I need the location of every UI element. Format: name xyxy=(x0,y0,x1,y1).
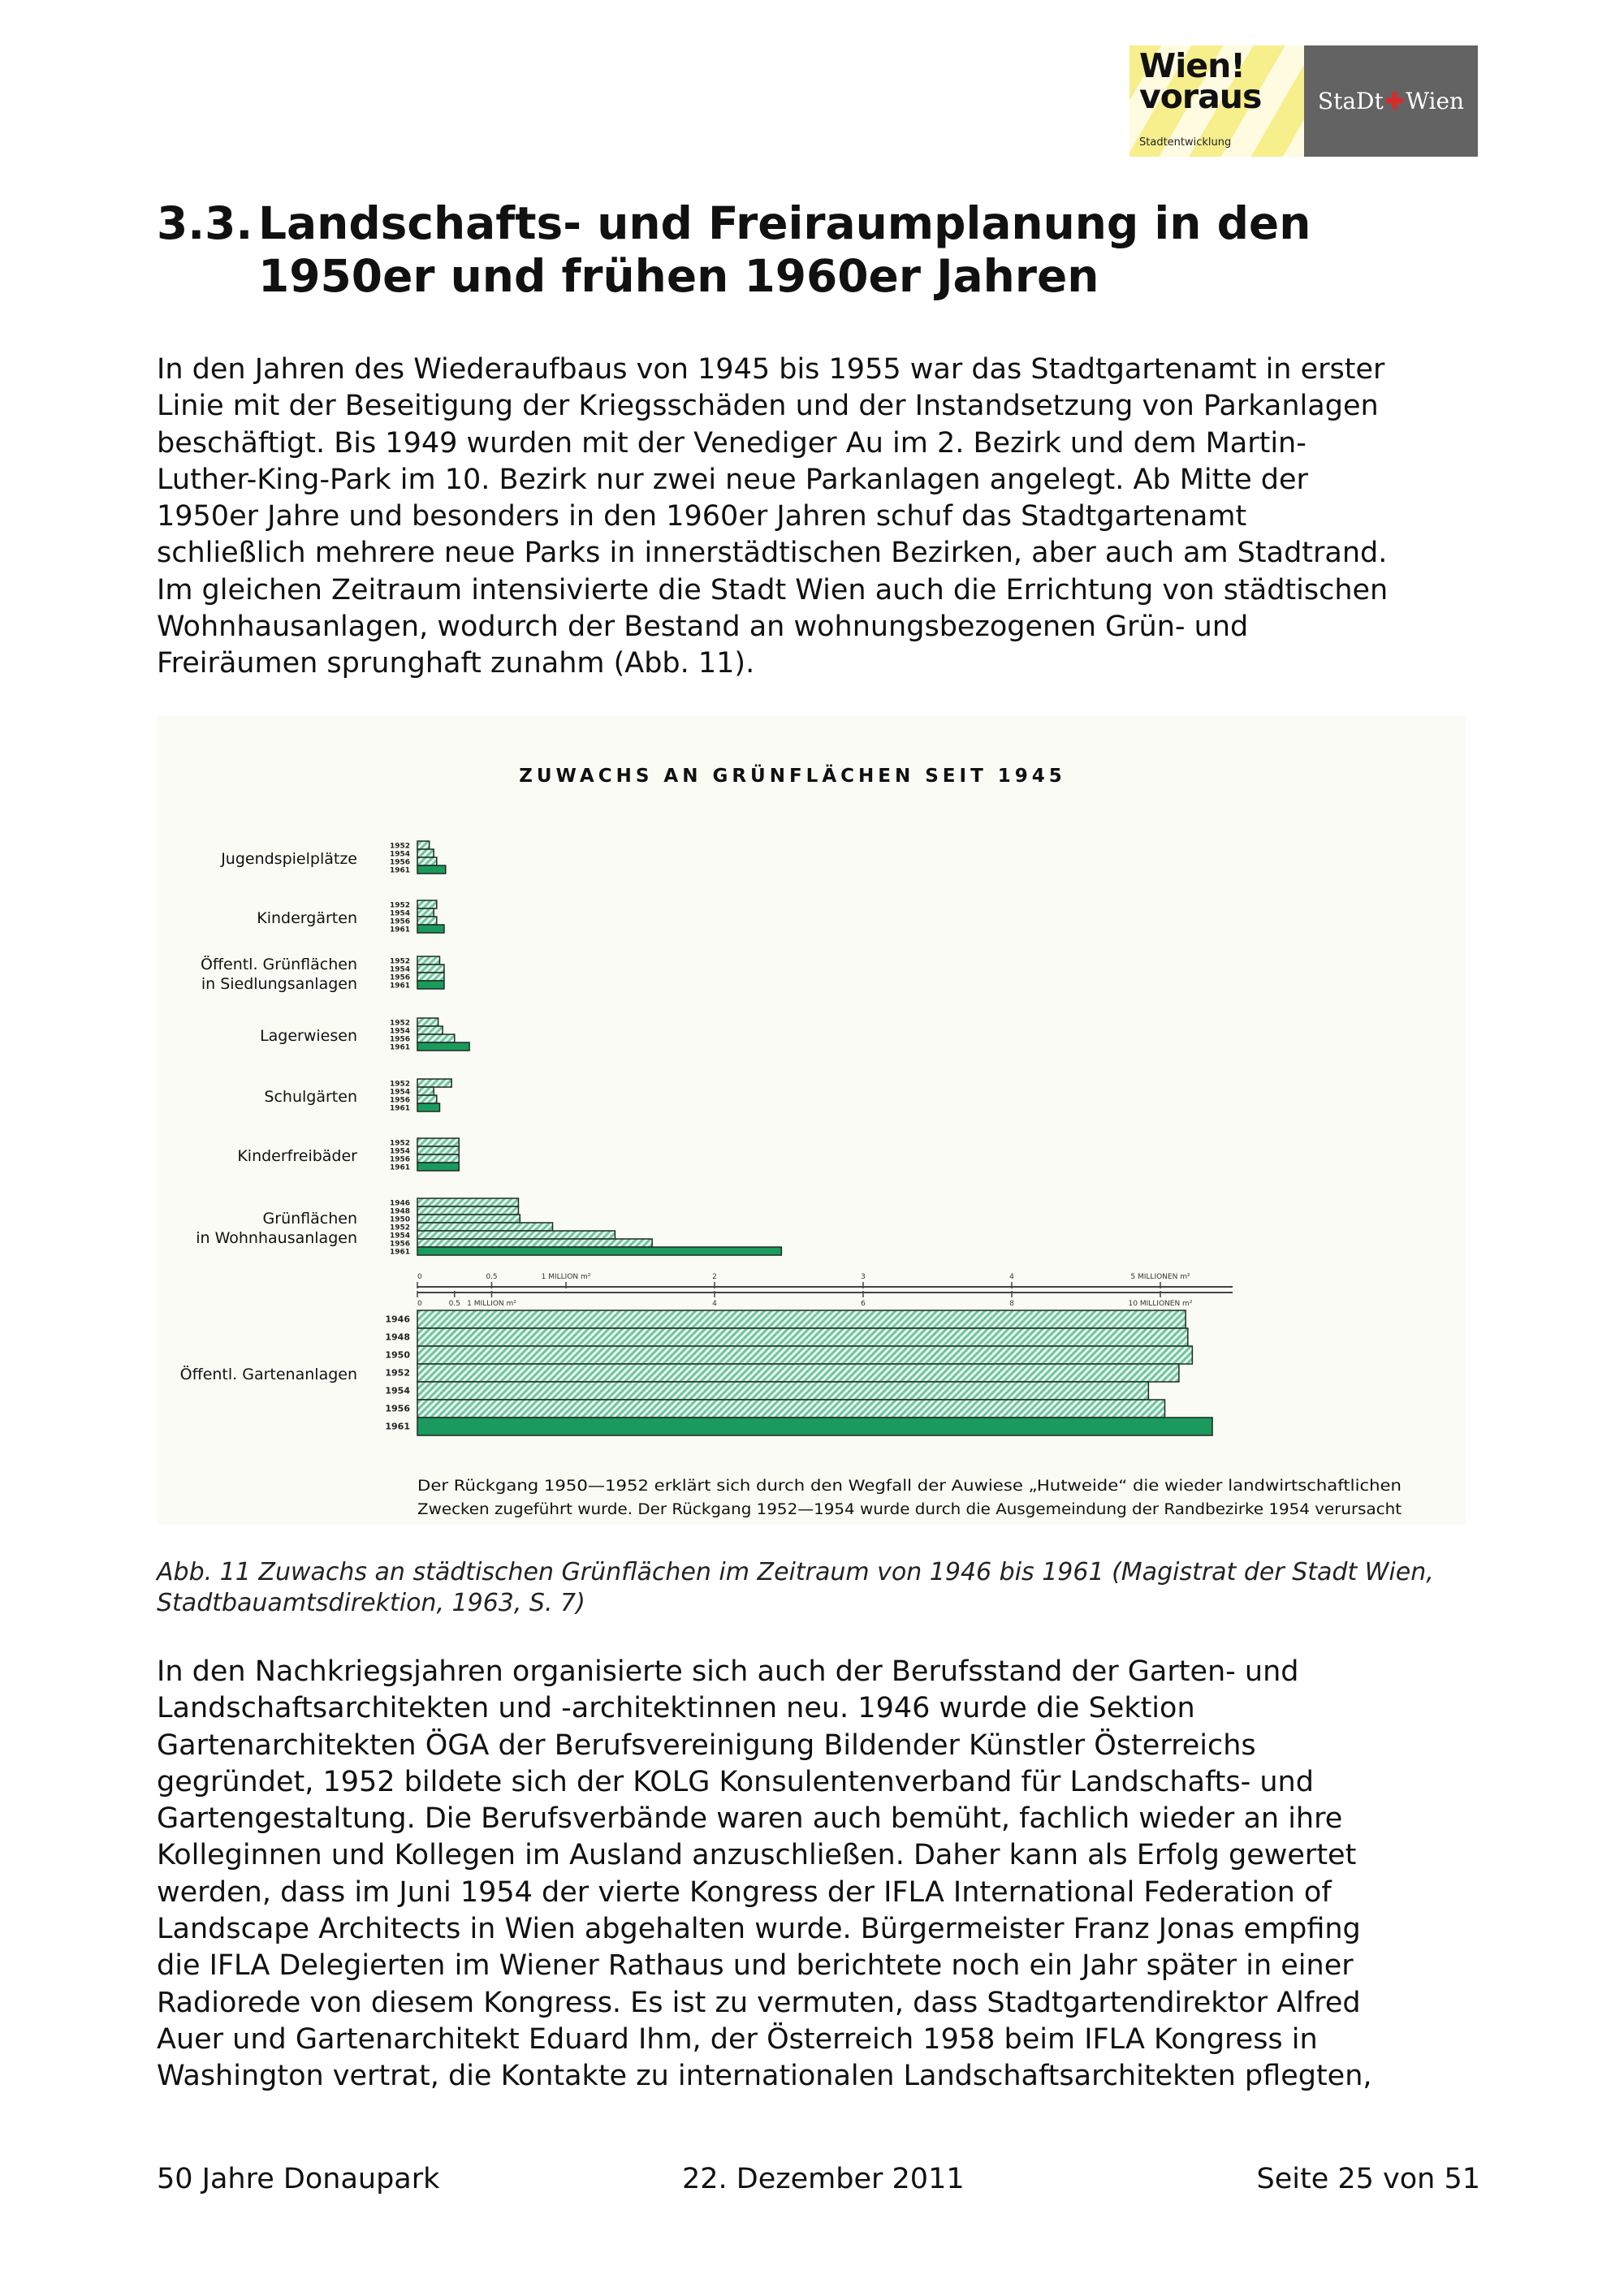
bar-1946 xyxy=(417,1310,1186,1328)
logo-line2: voraus xyxy=(1139,77,1262,116)
vienna-shield-icon: ✚ xyxy=(1384,88,1405,114)
lower-tick-label: 1 MILLION m² xyxy=(467,1300,516,1308)
upper-tick-label: 2 xyxy=(712,1273,717,1281)
bar-1946 xyxy=(417,1198,518,1206)
text-line: 1950er Jahre und besonders in den 1960er Jahren schuf das Stadtgartenamt xyxy=(157,500,1247,533)
upper-tick-label: 1 MILLION m² xyxy=(541,1273,591,1281)
chart-note: Der Rückgang 1950—1952 erklärt sich durch den Wegfall der Auwiese „Hutweide“ die wieder landwirtschaftlichen xyxy=(417,1478,1402,1495)
section-number: 3.3. xyxy=(157,197,253,249)
category-label: Lagerwiesen xyxy=(260,1027,357,1045)
text-line: Wohnhausanlagen, wodurch der Bestand an wohnungsbezogenen Grün- und xyxy=(157,611,1249,644)
section-title-line: 1950er und frühen 1960er Jahren xyxy=(258,250,1099,302)
text-line: werden, dass im Juni 1954 der vierte Kongress der IFLA International Federation of xyxy=(157,1875,1332,1909)
bar-1948 xyxy=(417,1328,1188,1346)
bar-1954 xyxy=(417,1146,459,1154)
chart-note: Zwecken zugeführt wurde. Der Rückgang 1952—1954 wurde durch die Ausgemeindung der Randbezirke 1954 verursacht xyxy=(417,1501,1402,1518)
text-line: Gartenarchitekten ÖGA der Berufsvereinigung Bildender Künstler Österreichs xyxy=(157,1728,1256,1762)
text-line: schließlich mehrere neue Parks in innerstädtischen Bezirken, aber auch am Stadtrand. xyxy=(157,537,1388,570)
year-label: 1954 xyxy=(389,965,410,974)
category-label: Öffentl. Gartenanlagen xyxy=(179,1366,357,1383)
section-title-line: Landschafts- und Freiraumplanung in den xyxy=(258,197,1311,249)
year-label: 1954 xyxy=(389,850,410,859)
text-line: Kolleginnen und Kollegen im Ausland anzuschließen. Daher kann als Erfolg gewertet xyxy=(157,1839,1357,1872)
logo-line1: Wien! xyxy=(1139,46,1245,85)
bar-1956 xyxy=(417,857,437,865)
upper-tick-label: 0.5 xyxy=(486,1273,498,1281)
bar-1952 xyxy=(417,1018,438,1026)
year-label: 1954 xyxy=(389,1232,410,1241)
year-label: 1952 xyxy=(389,842,410,851)
bar-1952 xyxy=(417,1138,459,1146)
text-line: In den Jahren des Wiederaufbaus von 1945 bis 1955 war das Stadtgartenamt in erster xyxy=(157,353,1385,386)
year-label: 1961 xyxy=(385,1421,410,1432)
bar-1948 xyxy=(417,1206,518,1215)
text-line: Auer und Gartenarchitekt Eduard Ihm, der Österreich 1958 beim IFLA Kongress in xyxy=(157,2022,1318,2056)
bar-1954 xyxy=(417,1231,615,1239)
paragraph-2 xyxy=(157,1654,1372,2095)
bar-1954 xyxy=(417,965,444,973)
year-label: 1952 xyxy=(389,1080,410,1089)
year-label: 1948 xyxy=(385,1331,410,1343)
lower-tick-label: 0 xyxy=(417,1300,422,1308)
year-label: 1950 xyxy=(385,1349,410,1361)
text-line: Luther-King-Park im 10. Bezirk nur zwei neue Parkanlagen angelegt. Ab Mitte der xyxy=(157,463,1308,496)
year-label: 1952 xyxy=(389,1139,410,1148)
upper-tick-label: 0 xyxy=(417,1273,422,1281)
text-line: Im gleichen Zeitraum intensivierte die Stadt Wien auch die Errichtung von städtischen xyxy=(157,573,1389,606)
logo-stadt: StaDt xyxy=(1317,88,1384,114)
lower-tick-label: 10 MILLIONEN m² xyxy=(1128,1300,1193,1308)
bar-1956 xyxy=(417,1239,652,1247)
year-label: 1956 xyxy=(389,917,410,926)
year-label: 1961 xyxy=(389,866,410,875)
bar-1954 xyxy=(417,1087,434,1095)
year-label: 1961 xyxy=(389,1248,410,1257)
year-label: 1946 xyxy=(389,1199,410,1208)
text-line: In den Nachkriegsjahren organisierte sich auch der Berufsstand der Garten- und xyxy=(157,1655,1299,1688)
bar-1950 xyxy=(417,1215,520,1223)
bar-1961 xyxy=(417,1163,459,1171)
upper-tick-label: 4 xyxy=(1009,1273,1014,1281)
year-label: 1961 xyxy=(389,982,410,990)
year-label: 1956 xyxy=(389,1096,410,1105)
text-line: gegründet, 1952 bildete sich der KOLG Konsulentenverband für Landschafts- und xyxy=(157,1765,1314,1798)
logo-wien: Wien xyxy=(1406,88,1465,114)
footer-page-number: Seite 25 von 51 xyxy=(1256,2163,1480,2195)
year-label: 1956 xyxy=(389,858,410,867)
year-label: 1961 xyxy=(389,1163,410,1172)
year-label: 1950 xyxy=(389,1215,410,1224)
year-label: 1956 xyxy=(389,1035,410,1044)
bar-1952 xyxy=(417,1223,553,1231)
bar-1956 xyxy=(417,1095,437,1103)
bar-1954 xyxy=(417,1382,1148,1400)
bar-1961 xyxy=(417,1418,1212,1435)
bar-1956 xyxy=(417,1400,1164,1418)
category-label: Kindergärten xyxy=(257,909,357,927)
footer-title: 50 Jahre Donaupark xyxy=(157,2163,440,2195)
upper-tick-label: 5 MILLIONEN m² xyxy=(1130,1273,1190,1281)
year-label: 1954 xyxy=(389,1147,410,1156)
bar-1950 xyxy=(417,1346,1192,1364)
bar-1952 xyxy=(417,900,437,908)
year-label: 1954 xyxy=(385,1385,410,1396)
text-line: Radiorede von diesem Kongress. Es ist zu vermuten, dass Stadtgartendirektor Alfred xyxy=(157,1986,1361,2019)
category-label: in Siedlungsanlagen xyxy=(201,975,357,993)
lower-tick-label: 8 xyxy=(1009,1300,1014,1308)
text-line: Linie mit der Beseitigung der Kriegsschäden und der Instandsetzung von Parkanlagen xyxy=(157,390,1379,423)
text-line: Gartengestaltung. Die Berufsverbände waren auch bemüht, fachlich wieder an ihre xyxy=(157,1802,1343,1836)
year-label: 1952 xyxy=(389,901,410,910)
text-line: Landscape Architects in Wien abgehalten wurde. Bürgermeister Franz Jonas empfing xyxy=(157,1913,1361,1946)
year-label: 1956 xyxy=(389,1155,410,1164)
bar-1956 xyxy=(417,1154,459,1163)
bar-1961 xyxy=(417,1247,781,1255)
category-label: Grünflächen xyxy=(262,1210,357,1228)
bar-1952 xyxy=(417,841,430,849)
bar-1956 xyxy=(417,1034,455,1042)
bar-1961 xyxy=(417,981,444,989)
year-label: 1952 xyxy=(389,1224,410,1232)
bar-1961 xyxy=(417,925,444,933)
category-label: Schulgärten xyxy=(264,1088,357,1106)
year-label: 1956 xyxy=(389,973,410,982)
bar-1952 xyxy=(417,956,439,965)
upper-tick-label: 3 xyxy=(861,1273,866,1281)
year-label: 1954 xyxy=(389,1027,410,1036)
text-line: Washington vertrat, die Kontakte zu internationalen Landschaftsarchitekten pflegten, xyxy=(157,2060,1372,2093)
year-label: 1952 xyxy=(385,1367,410,1379)
category-label: Kinderfreibäder xyxy=(237,1147,357,1165)
caption-line: Abb. 11 Zuwachs an städtischen Grünflächen im Zeitraum von 1946 bis 1961 (Magistrat der Stadt Wien, xyxy=(157,1558,1434,1586)
year-label: 1952 xyxy=(389,957,410,966)
text-line: beschäftigt. Bis 1949 wurden mit der Venediger Au im 2. Bezirk und dem Martin- xyxy=(157,426,1307,460)
lower-tick-label: 4 xyxy=(712,1300,717,1308)
year-label: 1954 xyxy=(389,1088,410,1097)
bar-1961 xyxy=(417,865,446,874)
bar-1954 xyxy=(417,849,434,857)
footer-date: 22. Dezember 2011 xyxy=(682,2163,965,2195)
text-line: die IFLA Delegierten im Wiener Rathaus und berichtete noch ein Jahr später in einer xyxy=(157,1949,1354,1983)
category-label: in Wohnhausanlagen xyxy=(196,1229,357,1247)
bar-1961 xyxy=(417,1042,469,1051)
category-label: Jugendspielplätze xyxy=(221,850,357,868)
category-label: Öffentl. Grünflächen xyxy=(200,956,357,973)
lower-tick-label: 6 xyxy=(861,1300,866,1308)
year-label: 1961 xyxy=(389,1104,410,1113)
bar-1956 xyxy=(417,973,444,981)
caption-line: Stadtbauamtsdirektion, 1963, S. 7) xyxy=(157,1589,585,1617)
text-line: Landschaftsarchitekten und -architektinnen neu. 1946 wurde die Sektion xyxy=(157,1692,1195,1725)
chart-title: ZUWACHS AN GRÜNFLÄCHEN SEIT 1945 xyxy=(519,766,1066,787)
logo-subtitle: Stadtentwicklung xyxy=(1139,136,1232,149)
year-label: 1954 xyxy=(389,909,410,918)
year-label: 1952 xyxy=(389,1019,410,1028)
bar-1961 xyxy=(417,1103,439,1111)
year-label: 1961 xyxy=(389,926,410,934)
bar-1954 xyxy=(417,1026,443,1034)
bar-1954 xyxy=(417,908,434,917)
year-label: 1956 xyxy=(389,1240,410,1249)
bar-1956 xyxy=(417,917,437,925)
year-label: 1956 xyxy=(385,1403,410,1414)
bar-1952 xyxy=(417,1079,451,1087)
bar-1952 xyxy=(417,1364,1179,1382)
text-line: Freiräumen sprunghaft zunahm (Abb. 11). xyxy=(157,647,755,680)
figure-caption xyxy=(157,1557,1434,1619)
year-label: 1948 xyxy=(389,1207,410,1216)
year-label: 1961 xyxy=(389,1043,410,1052)
lower-tick-label: 0.5 xyxy=(448,1300,460,1308)
year-label: 1946 xyxy=(385,1314,410,1325)
